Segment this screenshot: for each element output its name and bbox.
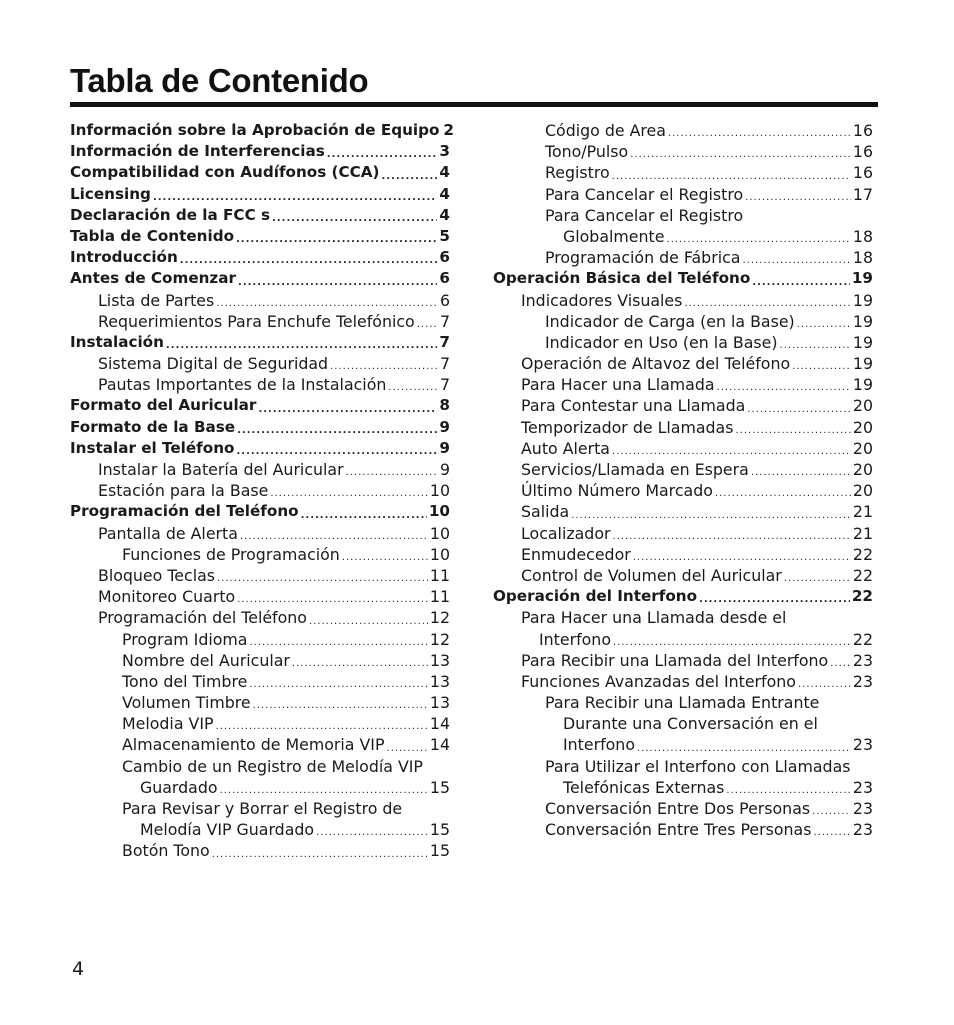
- toc-entry-page: 13: [429, 671, 450, 691]
- toc-entry-page: 18: [852, 248, 873, 268]
- dot-leader: [272, 212, 437, 226]
- toc-entry-label: Enmudecedor: [521, 544, 631, 564]
- toc-entry-label: Indicadores Visuales: [521, 290, 683, 310]
- toc-entry-label: Instalación: [70, 332, 164, 351]
- toc-entry-page: 5: [439, 226, 450, 245]
- toc-entry-page: 7: [439, 311, 450, 331]
- toc-entry-label: Servicios/Llamada en Espera: [521, 460, 749, 479]
- toc-entry-label: Auto Alerta: [521, 438, 610, 458]
- toc-entry[interactable]: [70, 671, 450, 692]
- dot-leader: [630, 148, 851, 162]
- toc-entry[interactable]: [493, 141, 873, 162]
- toc-entry-label: Licensing: [70, 184, 151, 203]
- toc-entry-page: 17: [852, 184, 873, 204]
- toc-entry[interactable]: [70, 374, 450, 395]
- toc-entry[interactable]: [493, 501, 873, 522]
- toc-entry[interactable]: [70, 692, 450, 713]
- toc-entry[interactable]: [70, 650, 450, 671]
- toc-entry-page: 19: [852, 311, 873, 331]
- toc-entry-label: Melodia VIP: [122, 714, 214, 734]
- toc-entry[interactable]: [493, 692, 873, 756]
- toc-entry-page: 22: [851, 587, 873, 606]
- dot-leader: [612, 170, 851, 184]
- toc-entry-page: 23: [852, 820, 873, 840]
- dot-leader: [301, 509, 427, 523]
- toc-entry-label: Programación del Teléfono: [98, 608, 307, 628]
- toc-entry-label: Control de Volumen del Auricular: [521, 565, 782, 585]
- toc-entry[interactable]: [70, 395, 450, 416]
- toc-entry-page: 4: [439, 184, 450, 203]
- toc-entry-page: 12: [429, 608, 450, 628]
- toc-entry-label: Indicador de Carga (en la Base): [545, 311, 795, 331]
- toc-entry[interactable]: [70, 438, 450, 459]
- dot-leader: [797, 318, 851, 332]
- dot-leader: [751, 466, 851, 480]
- dot-leader: [812, 805, 851, 819]
- dot-leader: [726, 784, 850, 798]
- toc-entry[interactable]: [493, 395, 873, 416]
- dot-leader: [798, 678, 851, 692]
- dot-leader: [830, 657, 851, 671]
- toc-entry[interactable]: [70, 713, 450, 734]
- toc-entry[interactable]: [493, 438, 873, 459]
- toc-entry-label: Introducción: [70, 248, 178, 267]
- toc-entry-label: Pautas Importantes de la Instalación: [98, 375, 387, 395]
- dot-leader: [742, 254, 850, 268]
- dot-leader: [309, 615, 428, 629]
- toc-entry-label: Conversación Entre Tres Personas: [545, 820, 812, 840]
- dot-leader: [780, 339, 851, 353]
- toc-entry-page: 14: [429, 714, 450, 734]
- toc-entry-label: Instalar el Teléfono: [70, 438, 235, 457]
- toc-entry[interactable]: [493, 184, 873, 205]
- toc-entry-label: Antes de Comenzar: [70, 269, 237, 288]
- toc-entry-label: Lista de Partes: [98, 290, 215, 310]
- dot-leader: [249, 678, 428, 692]
- dot-leader: [571, 509, 851, 523]
- toc-entry-page: 20: [852, 396, 873, 416]
- toc-entry-label: Temporizador de Llamadas: [521, 417, 734, 437]
- dot-leader: [327, 148, 438, 162]
- toc-entry[interactable]: [70, 247, 450, 268]
- dot-leader: [258, 403, 437, 417]
- toc-entry-page: 19: [852, 375, 873, 395]
- dot-leader: [668, 127, 851, 141]
- toc-entry[interactable]: [493, 353, 873, 374]
- toc-entry-label: Requerimientos Para Enchufe Telefónico: [98, 311, 415, 331]
- toc-entry[interactable]: [493, 311, 873, 332]
- toc-entry[interactable]: [70, 544, 450, 565]
- toc-entry-label: Código de Area: [545, 121, 666, 140]
- dot-leader: [752, 276, 850, 290]
- toc-entry[interactable]: [493, 544, 873, 565]
- toc-entry-label: Operación Básica del Teléfono: [493, 269, 751, 288]
- toc-entry-page: 18: [852, 226, 873, 246]
- dot-leader: [216, 297, 438, 311]
- toc-entry-label: Para Contestar una Llamada: [521, 396, 746, 416]
- toc-entry-label: Bloqueo Teclas: [98, 565, 216, 585]
- toc-entry-page: 23: [852, 650, 873, 670]
- dot-leader: [792, 360, 851, 374]
- dot-leader: [388, 381, 438, 395]
- dot-leader: [613, 636, 851, 650]
- toc-entry[interactable]: [70, 840, 450, 861]
- toc-entry-label: Para Hacer una Llamada: [521, 375, 715, 395]
- toc-entry-page: 20: [852, 417, 873, 437]
- dot-leader: [666, 233, 850, 247]
- dot-leader: [699, 593, 850, 607]
- toc-entry-label: Nombre del Auricular: [122, 650, 290, 670]
- toc-entry-page: 6: [439, 269, 450, 288]
- toc-entry-page: 23: [852, 799, 873, 818]
- toc-entry-page: 12: [429, 629, 450, 649]
- toc-entry[interactable]: [493, 120, 873, 141]
- toc-entry-page: 2: [443, 121, 454, 139]
- toc-entry-label-continued: Durante una Conversación en el: [563, 714, 818, 734]
- toc-entry-label: Último Número Marcado: [521, 481, 713, 501]
- toc-entry-label: Información sobre la Aprobación de Equipo: [70, 121, 440, 139]
- dot-leader: [180, 254, 438, 268]
- page-number: 4: [72, 958, 85, 980]
- toc-entry[interactable]: [70, 226, 450, 247]
- toc-entry[interactable]: [70, 311, 450, 332]
- toc-right-column: [493, 120, 873, 840]
- toc-entry[interactable]: [70, 798, 450, 840]
- toc-entry[interactable]: [70, 480, 450, 501]
- dot-leader: [637, 742, 851, 756]
- toc-entry-label: Tabla de Contenido: [70, 226, 234, 245]
- toc-entry-page: 20: [852, 438, 873, 458]
- toc-entry-page: 3: [439, 142, 450, 161]
- toc-entry[interactable]: [493, 480, 873, 501]
- toc-entry[interactable]: [70, 586, 450, 607]
- toc-entry[interactable]: [493, 162, 873, 183]
- toc-entry-page: 14: [429, 735, 450, 755]
- dot-leader: [236, 233, 437, 247]
- toc-entry-label: Operación de Altavoz del Teléfono: [521, 354, 791, 374]
- toc-entry[interactable]: [70, 756, 450, 798]
- toc-entry-page: 11: [429, 587, 450, 607]
- dot-leader: [612, 445, 851, 459]
- dot-leader: [330, 360, 438, 374]
- dot-leader: [236, 445, 437, 459]
- toc-entry-label: Para Utilizar el Interfono con Llamadas: [545, 756, 851, 776]
- toc-entry-page: 9: [439, 460, 450, 479]
- toc-entry[interactable]: [493, 671, 873, 692]
- toc-entry-label: Para Revisar y Borrar el Registro de: [122, 799, 403, 818]
- toc-entry-page: 21: [852, 502, 873, 522]
- dot-leader: [745, 191, 851, 205]
- toc-entry[interactable]: [70, 290, 450, 311]
- dot-leader: [381, 170, 437, 184]
- toc-entry-page: 15: [429, 820, 450, 840]
- toc-entry-label: Funciones Avanzadas del Interfono: [521, 671, 796, 691]
- toc-entry-label: Operación del Interfono: [493, 587, 698, 606]
- toc-entry-label-continued: Telefónicas Externas: [563, 777, 725, 797]
- toc-entry[interactable]: [70, 205, 450, 226]
- dot-leader: [346, 466, 438, 480]
- dot-leader: [387, 742, 428, 756]
- toc-entry[interactable]: [493, 290, 873, 311]
- toc-entry-page: 19: [852, 332, 873, 352]
- toc-entry[interactable]: [493, 650, 873, 671]
- toc-entry-page: 16: [852, 121, 873, 140]
- dot-leader: [270, 487, 428, 501]
- toc-entry[interactable]: [70, 417, 450, 438]
- toc-entry-page: 7: [439, 375, 450, 395]
- toc-entry[interactable]: [493, 798, 873, 819]
- toc-entry[interactable]: [493, 819, 873, 840]
- toc-entry-page: 10: [429, 523, 450, 543]
- toc-entry-page: 6: [439, 248, 450, 267]
- dot-leader: [417, 318, 438, 332]
- toc-entry-label: Localizador: [521, 523, 611, 543]
- toc-entry-label-continued: Melodía VIP Guardado: [140, 820, 315, 840]
- toc-entry-page: 9: [439, 417, 450, 436]
- toc-entry[interactable]: [493, 756, 873, 798]
- toc-entry-page: 4: [439, 163, 450, 182]
- dot-leader: [216, 720, 428, 734]
- dot-leader: [240, 530, 428, 544]
- toc-entry[interactable]: [70, 459, 450, 480]
- toc-entry-label: Programación de Fábrica: [545, 248, 741, 268]
- title-rule: [70, 102, 878, 107]
- toc-entry[interactable]: [70, 353, 450, 374]
- toc-entry-label: Para Cancelar el Registro: [545, 184, 744, 204]
- toc-entry[interactable]: [70, 565, 450, 586]
- dot-leader: [217, 572, 428, 586]
- toc-entry-page: 11: [429, 565, 450, 585]
- toc-entry-page: 8: [439, 396, 450, 415]
- dot-leader: [715, 487, 851, 501]
- toc-entry[interactable]: [70, 501, 450, 522]
- toc-entry-page: 10: [429, 544, 450, 564]
- toc-entry[interactable]: [70, 162, 450, 183]
- toc-entry[interactable]: [493, 459, 873, 480]
- dot-leader: [316, 826, 428, 840]
- toc-entry-label: Registro: [545, 163, 610, 183]
- toc-entry-label-continued: Guardado: [140, 777, 218, 797]
- toc-entry-label: Formato del Auricular: [70, 396, 257, 415]
- dot-leader: [249, 636, 427, 650]
- toc-entry-page: 22: [852, 565, 873, 585]
- toc-entry-label: Pantalla de Alerta: [98, 523, 238, 543]
- toc-entry-label: Monitoreo Cuarto: [98, 587, 236, 607]
- toc-entry[interactable]: [493, 565, 873, 586]
- toc-entry-page: 10: [428, 502, 450, 521]
- toc-entry-page: 7: [439, 354, 450, 374]
- toc-entry-label: Tono/Pulso: [545, 142, 629, 162]
- toc-entry-label: Para Hacer una Llamada desde el: [521, 608, 787, 628]
- toc-entry-label: Program Idioma: [122, 629, 248, 649]
- toc-entry-page: 10: [429, 481, 450, 501]
- dot-leader: [684, 297, 851, 311]
- toc-entry[interactable]: [70, 629, 450, 650]
- dot-leader: [747, 403, 851, 417]
- toc-entry-label: Almacenamiento de Memoria VIP: [122, 735, 385, 755]
- toc-entry[interactable]: [70, 141, 450, 162]
- toc-entry-page: 13: [429, 693, 450, 713]
- toc-entry-label: Declaración de la FCC s: [70, 205, 271, 224]
- toc-entry-page: 20: [852, 481, 873, 501]
- toc-entry[interactable]: [70, 523, 450, 544]
- toc-entry-label: Información de Interferencias: [70, 142, 325, 161]
- toc-entry-page: 22: [852, 629, 873, 649]
- toc-entry[interactable]: [70, 332, 450, 353]
- toc-entry-page: 15: [429, 777, 450, 797]
- dot-leader: [212, 848, 428, 862]
- dot-leader: [238, 276, 437, 290]
- dot-leader: [237, 593, 428, 607]
- toc-entry-label: Cambio de un Registro de Melodía VIP: [122, 756, 423, 776]
- toc-entry-label: Para Cancelar el Registro: [545, 205, 744, 225]
- toc-entry[interactable]: [493, 417, 873, 438]
- toc-entry-label: Salida: [521, 502, 570, 522]
- toc-entry-page: 20: [852, 460, 873, 479]
- dot-leader: [166, 339, 438, 353]
- toc-entry-label: Programación del Teléfono: [70, 502, 299, 521]
- toc-entry-page: 23: [852, 671, 873, 691]
- dot-leader: [633, 551, 851, 565]
- toc-entry-label: Instalar la Batería del Auricular: [98, 460, 344, 479]
- toc-entry-page: 16: [852, 163, 873, 183]
- toc-entry-page: 16: [852, 142, 873, 162]
- dot-leader: [220, 784, 428, 798]
- dot-leader: [717, 381, 851, 395]
- toc-entry[interactable]: [70, 734, 450, 755]
- toc-entry-page: 9: [439, 438, 450, 457]
- toc-entry[interactable]: [493, 205, 873, 247]
- toc-entry[interactable]: [493, 586, 873, 607]
- dot-leader: [237, 424, 437, 438]
- toc-entry[interactable]: [70, 607, 450, 628]
- toc-entry-page: 23: [852, 735, 873, 755]
- toc-entry-page: 6: [439, 290, 450, 310]
- toc-entry[interactable]: [493, 607, 873, 649]
- toc-entry[interactable]: [493, 523, 873, 544]
- page-title: Tabla de Contenido: [70, 62, 369, 99]
- toc-entry[interactable]: [70, 268, 450, 289]
- toc-entry-label: Botón Tono: [122, 841, 210, 861]
- toc-entry-page: 4: [439, 205, 450, 224]
- toc-entry[interactable]: [70, 120, 454, 141]
- toc-entry-label-continued: Interfono: [563, 735, 635, 755]
- toc-entry-page: 15: [429, 841, 450, 861]
- toc-entry-page: 21: [852, 523, 873, 543]
- toc-entry-label: Indicador en Uso (en la Base): [545, 332, 778, 352]
- toc-entry-label: Conversación Entre Dos Personas: [545, 799, 811, 818]
- toc-entry-page: 13: [429, 650, 450, 670]
- toc-entry-page: 22: [852, 544, 873, 564]
- dot-leader: [784, 572, 851, 586]
- dot-leader: [613, 530, 851, 544]
- dot-leader: [253, 699, 428, 713]
- toc-entry-page: 19: [852, 354, 873, 374]
- dot-leader: [735, 424, 850, 438]
- dot-leader: [342, 551, 428, 565]
- toc-entry[interactable]: [493, 374, 873, 395]
- toc-entry-label: Volumen Timbre: [122, 693, 251, 713]
- toc-entry-label: Formato de la Base: [70, 417, 236, 436]
- toc-entry-label: Sistema Digital de Seguridad: [98, 354, 329, 374]
- toc-entry[interactable]: [493, 268, 873, 289]
- toc-entry-label: Para Recibir una Llamada Entrante: [545, 693, 820, 713]
- toc-entry-label: Para Recibir una Llamada del Interfono: [521, 650, 829, 670]
- toc-entry-page: 19: [851, 269, 873, 288]
- toc-entry-page: 19: [852, 290, 873, 310]
- toc-entry-label-continued: Globalmente: [563, 226, 665, 246]
- toc-entry-label: Funciones de Programación: [122, 544, 340, 564]
- toc-entry[interactable]: [493, 332, 873, 353]
- dot-leader: [813, 826, 850, 840]
- toc-entry-label: Tono del Timbre: [122, 671, 248, 691]
- toc-entry-label: Estación para la Base: [98, 481, 269, 501]
- toc-entry-label-continued: Interfono: [539, 629, 611, 649]
- toc-entry-page: 7: [439, 332, 450, 351]
- dot-leader: [153, 191, 437, 205]
- toc-left-column: [70, 120, 454, 862]
- toc-entry-page: 23: [852, 777, 873, 797]
- toc-entry[interactable]: [493, 247, 873, 268]
- toc-entry[interactable]: [70, 184, 450, 205]
- toc-entry-label: Compatibilidad con Audífonos (CCA): [70, 163, 380, 182]
- dot-leader: [292, 657, 428, 671]
